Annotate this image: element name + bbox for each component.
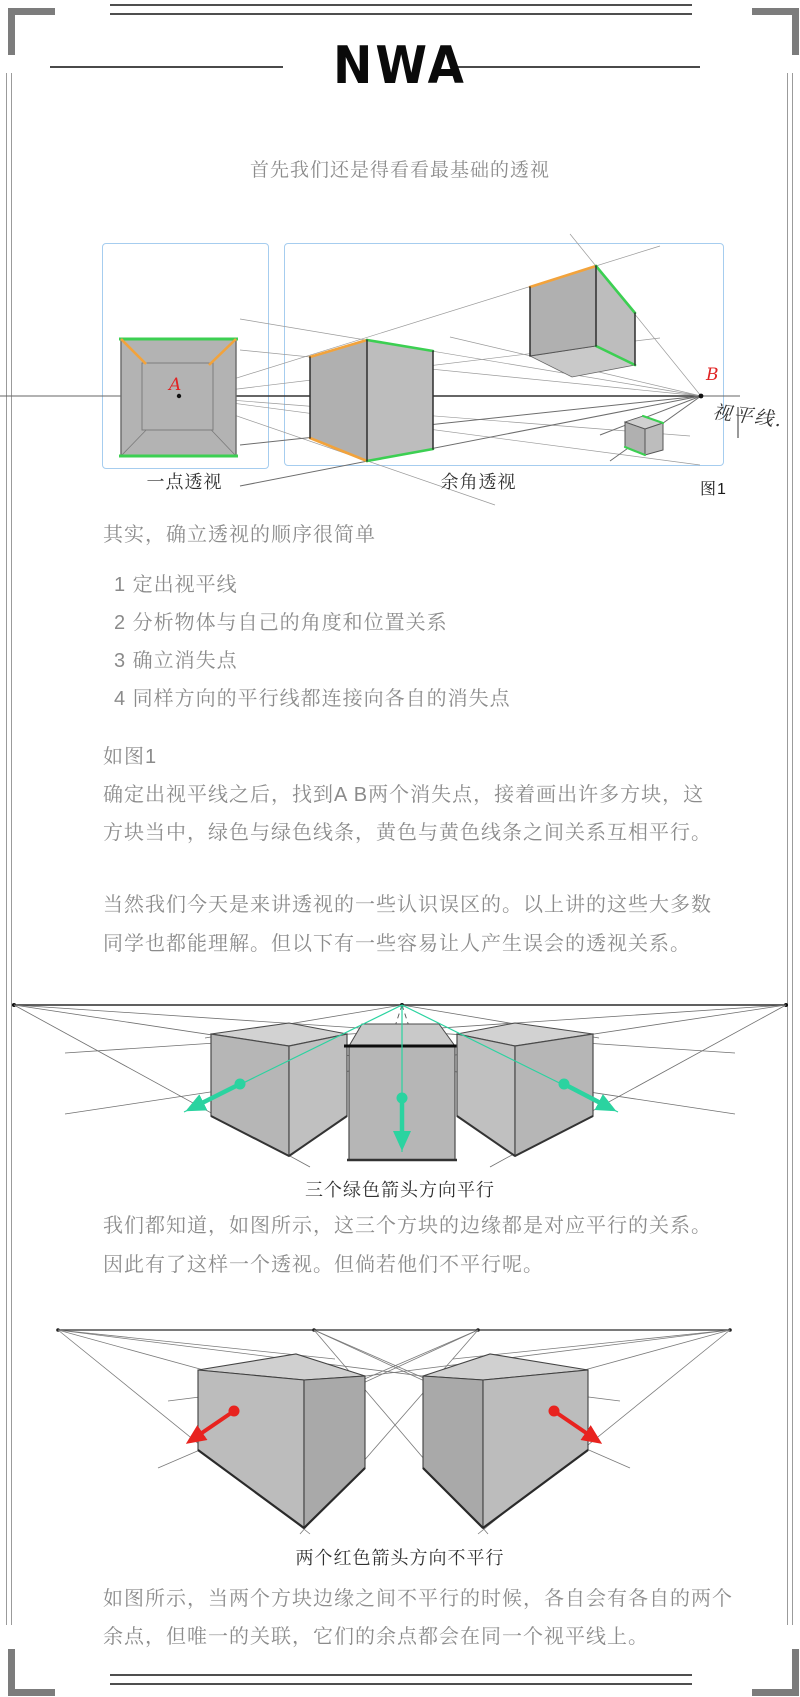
figure3-nonparallel-arrows-drawing [0,1310,800,1550]
figure1-reference: 如图1 [103,746,158,768]
figure1-rays-from-a [179,246,700,505]
page-title: 首先我们还是得看看最基础的透视 [249,160,550,181]
paragraph2-line2: 方块当中，绿色与绿色线条，黄色与黄色线条之间关系互相平行。 [103,822,712,844]
paragraph4-line1: 我们都知道，如图所示，这三个方块的边缘都是对应平行的关系。 [103,1215,712,1237]
step-4: 4 同样方向的平行线都连接向各自的消失点 [114,688,511,710]
paragraph2-line1: 确定出视平线之后，找到A B两个消失点，接着画出许多方块，这 [103,784,705,806]
figure1-complementary-label: 余角透视 [440,472,517,492]
figure1-one-point-label: 一点透视 [146,472,223,492]
figure1-small-cube [625,416,663,455]
figure1-number: 图1 [700,481,727,498]
figure3-caption: 两个红色箭头方向不平行 [295,1548,505,1568]
figure2-parallel-arrows-drawing [0,1000,800,1200]
frame-corner-bottom-right [752,1649,799,1696]
paragraph3-line1: 当然我们今天是来讲透视的一些认识误区的。以上讲的这些大多数 [103,894,712,916]
figure3-right-cube [423,1354,588,1528]
step-2: 2 分析物体与自己的角度和位置关系 [114,612,448,634]
figure3-construction-rays [58,1330,730,1534]
paragraph3-line2: 同学也都能理解。但以下有一些容易让人产生误会的透视关系。 [103,933,691,955]
paragraph-order-intro: 其实，确立透视的顺序很简单 [103,524,376,546]
figure1-middle-cube [310,340,433,461]
paragraph5-line2: 余点，但唯一的关联，它们的余点都会在同一个视平线上。 [103,1626,649,1648]
paragraph4-line2: 因此有了这样一个透视。但倘若他们不平行呢。 [103,1254,544,1276]
step-3: 3 确立消失点 [114,650,238,672]
frame-corner-bottom-left [8,1649,55,1696]
frame-top-double-line [110,4,692,15]
paragraph5-line1: 如图所示，当两个方块边缘之间不平行的时候，各自会有各自的两个 [103,1588,733,1610]
figure3-left-cube [198,1354,365,1528]
figure1-perspective-drawing [0,225,800,505]
step-1: 1 定出视平线 [114,574,238,596]
point-b-label: B [706,365,719,385]
brand-logo: NWA [333,36,467,96]
point-a-label: A [169,375,182,395]
horizon-handwritten-label: 视平线. [711,401,785,432]
frame-bottom-double-line [110,1674,692,1685]
figure2-caption: 三个绿色箭头方向平行 [305,1180,495,1200]
figure1-one-point-cube [119,339,238,456]
figure1-upper-cube [530,266,635,377]
vanishing-point-b-dot [699,394,704,399]
